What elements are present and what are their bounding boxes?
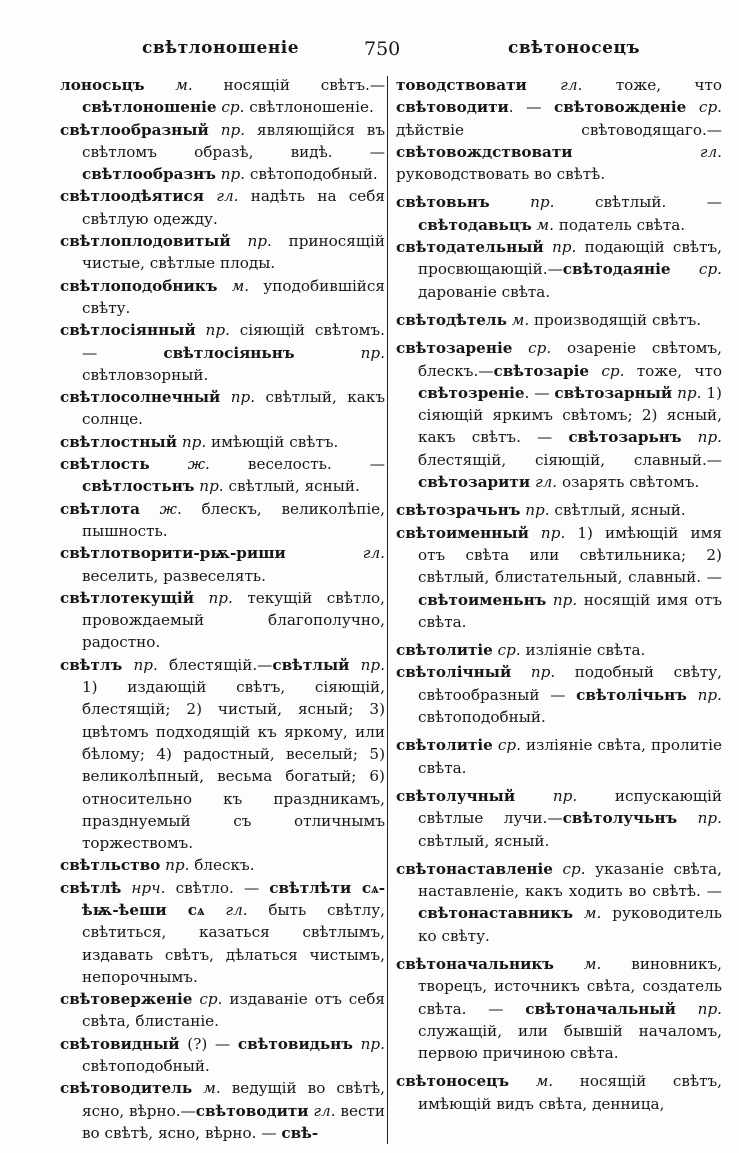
headword: свѣтлѣ: [60, 878, 122, 897]
definition-text: приносящій чистые, свѣтлые плоды.: [82, 232, 385, 273]
grammar-label: пр.: [177, 432, 207, 451]
dictionary-entry: [60, 587, 385, 654]
grammar-label: пр.: [230, 232, 272, 251]
headword: свѣтлосіянный: [60, 321, 196, 340]
grammar-label: м.: [506, 310, 530, 329]
headword: свѣтлообразнъ: [82, 165, 216, 184]
headword: свѣтлостьнъ: [82, 477, 195, 496]
dictionary-entry: [60, 854, 385, 876]
left-guideword: свѣтлоношеніе: [142, 38, 300, 58]
grammar-label: пр.: [546, 590, 578, 609]
headword: свѣтонаставленіе: [396, 859, 553, 878]
dictionary-entry: [60, 319, 385, 386]
dictionary-entry: [396, 858, 722, 947]
grammar-label: ср.: [216, 98, 245, 117]
headword: свѣтоименный: [396, 523, 529, 542]
headword: свѣтовидьнъ: [237, 1034, 353, 1053]
headword: свѣтлосіяньнъ: [163, 343, 295, 362]
page-number: 750: [364, 38, 401, 60]
definition-text: блескъ.: [189, 856, 255, 875]
headword: свѣтлоплодовитый: [60, 232, 231, 251]
headword: свѣтлостный: [60, 432, 177, 451]
headword: свѣтозарьнъ: [568, 428, 682, 447]
headword: свѣтлосолнечный: [60, 388, 221, 407]
dictionary-entry: [396, 661, 722, 728]
grammar-label: гл.: [530, 473, 558, 492]
grammar-label: пр.: [489, 193, 555, 212]
headword: свѣтоводити: [396, 98, 509, 117]
dictionary-entry: [60, 386, 385, 431]
grammar-label: пр.: [672, 383, 702, 402]
definition-text: дарованіе свѣта.: [418, 282, 551, 301]
headword: свѣтлоподобникъ: [60, 276, 218, 295]
headword: свѣтлѣти сѧ-ѣѭ-ѣеши сѧ: [82, 878, 385, 919]
headword: свѣтлъ: [60, 655, 123, 674]
definition-text: испускающій свѣтлые лучи.—: [418, 786, 722, 828]
dictionary-entry: [396, 953, 722, 1064]
grammar-label: гл.: [572, 142, 722, 161]
right-column: [396, 74, 722, 1146]
grammar-label: ср.: [686, 98, 722, 117]
grammar-label: гл.: [285, 544, 385, 563]
definition-text: озарять свѣтомъ.: [557, 473, 700, 492]
headword: свѣтозаріе: [493, 361, 590, 380]
definition-text: вести во свѣтѣ, ясно, вѣрно. —: [82, 1101, 385, 1142]
dictionary-entry: [396, 191, 722, 236]
headword: свѣтоверженіе: [60, 990, 193, 1009]
definition-text: веселость. —: [209, 455, 385, 474]
dictionary-entry: [60, 988, 385, 1033]
dictionary-entry: [396, 639, 722, 661]
dictionary-entry: [396, 522, 722, 633]
dictionary-entry: [60, 275, 385, 320]
definition-text: производящій свѣтъ.: [529, 310, 702, 329]
dictionary-entry: [396, 734, 722, 779]
headword: свѣтлый: [272, 655, 350, 674]
dictionary-entry: [60, 431, 385, 453]
dictionary-entry: [396, 785, 722, 852]
headword: свѣтолічный: [396, 663, 512, 682]
grammar-label: м.: [531, 215, 554, 234]
page-header: [0, 0, 739, 70]
grammar-label: пр.: [520, 501, 550, 520]
grammar-label: м.: [573, 904, 602, 923]
grammar-label: пр.: [160, 856, 190, 875]
column-divider: [387, 76, 388, 1144]
definition-text: надѣть на себя свѣтлую одежду.: [82, 187, 385, 228]
grammar-label: гл.: [526, 76, 583, 94]
grammar-label: пр.: [122, 655, 158, 674]
dictionary-entry: [60, 453, 385, 498]
dictionary-entry: [60, 654, 385, 855]
headword: свѣтонаставникъ: [418, 904, 574, 923]
definition-text: блестящій, сіяющій, славный.—: [418, 450, 722, 469]
definition-text: свѣтловзорный.: [82, 365, 209, 384]
definition-text: свѣтлоношеніе.: [244, 98, 374, 117]
grammar-label: ср.: [492, 641, 521, 660]
definition-text: текущій свѣтло, провождаемый благополучно, радостно.: [82, 588, 385, 652]
dictionary-entry: [396, 337, 722, 493]
definition-text: . —: [524, 383, 555, 402]
dictionary-entry: [396, 74, 722, 185]
grammar-label: ср.: [589, 361, 625, 380]
grammar-label: ср.: [512, 339, 552, 358]
dictionary-entry: [60, 498, 385, 543]
right-guideword: свѣтоносецъ: [508, 38, 641, 58]
headword: свѣтолічьнъ: [576, 685, 687, 704]
grammar-label: пр.: [352, 1034, 385, 1053]
definition-text: руководитель ко свѣту.: [418, 904, 722, 945]
headword: товодствовати: [396, 76, 527, 94]
grammar-label: м.: [144, 76, 193, 94]
grammar-label: пр.: [515, 786, 578, 805]
dictionary-entry: [396, 1070, 722, 1115]
headword: свѣтозарити: [418, 473, 531, 492]
dictionary-entry: [60, 230, 385, 275]
headword: свѣтлота: [60, 499, 140, 518]
definition-text: свѣтоподобный.: [82, 1057, 210, 1076]
definition-text: дѣйствіе свѣтоводящаго.—: [396, 120, 722, 139]
grammar-label: пр.: [677, 809, 722, 828]
definition-text: блескъ, великолѣпіе, пышность.: [82, 499, 385, 540]
headword: свѣтовождствовати: [396, 142, 573, 161]
headword: свѣтодаяніе: [562, 260, 671, 279]
dictionary-entry: [396, 309, 722, 331]
definition-text: подобный свѣту, свѣтообразный —: [418, 663, 722, 704]
definition-text: руководствовать во свѣтѣ.: [396, 165, 606, 184]
definition-text: 1) имѣющій имя отъ свѣта или свѣтильника; 2) свѣтлый, блистательный, славный. —: [418, 523, 722, 587]
grammar-label: пр.: [686, 685, 722, 704]
grammar-label: пр.: [215, 165, 246, 184]
headword: свѣтолитіе: [396, 736, 493, 755]
grammar-label: пр.: [543, 238, 577, 257]
grammar-label: пр.: [220, 388, 256, 407]
headword: свѣтолучный: [396, 786, 516, 805]
grammar-label: ж.: [149, 455, 210, 474]
grammar-label: ср.: [670, 260, 722, 279]
definition-text: свѣтлый, какъ солнце.: [82, 388, 385, 429]
headword: свѣтоименьнъ: [418, 590, 547, 609]
dictionary-entry: [60, 877, 385, 988]
grammar-label: нрч.: [121, 878, 166, 897]
headword: свѣтлоодѣятися: [60, 187, 205, 206]
definition-text: податель свѣта.: [553, 215, 686, 234]
grammar-label: пр.: [195, 321, 230, 340]
grammar-label: ж.: [139, 499, 182, 518]
definition-text: озареніе свѣтомъ, блескъ.—: [418, 339, 722, 380]
headword: свѣтоводити: [195, 1101, 309, 1120]
definition-text: веселить, развеселять.: [82, 566, 266, 585]
grammar-label: м.: [553, 954, 602, 973]
dictionary-entry: [396, 499, 722, 521]
definition-text: (?) —: [179, 1034, 238, 1053]
definition-text: свѣтло. —: [165, 878, 270, 897]
headword: свѣтодательный: [396, 238, 544, 257]
definition-text: . —: [508, 98, 554, 117]
grammar-label: пр.: [681, 428, 722, 447]
headword: свѣтльство: [60, 856, 161, 875]
headword: свѣтовидный: [60, 1034, 180, 1053]
grammar-label: пр.: [511, 663, 556, 682]
definition-text: блестящій.—: [157, 655, 273, 674]
dictionary-entry: [60, 1033, 385, 1078]
dictionary-entry: [396, 236, 722, 303]
definition-text: носящій имя отъ свѣта.: [418, 590, 722, 631]
headword: свѣтозарный: [554, 383, 673, 402]
dictionary-entry: [60, 119, 385, 186]
grammar-label: пр.: [528, 523, 566, 542]
dictionary-entry: [60, 542, 385, 587]
definition-text: свѣтоподобный.: [418, 708, 546, 727]
grammar-label: м.: [509, 1072, 554, 1091]
grammar-label: пр.: [193, 588, 233, 607]
headword: свѣтлость: [60, 455, 150, 474]
definition-text: являющійся въ свѣтломъ образѣ, видѣ. —: [82, 120, 385, 161]
headword: свѣтодѣтель: [396, 310, 507, 329]
definition-text: 1) издающій свѣтъ, сіяющій, блестящій; 2) чистый, ясный; 3) цвѣтомъ подходящій къ яркому, или бѣлому; 4) радостный, веселый; 5) великолѣпный, весьма богатый; 6) относительно къ праздникамъ, празднуемый съ отличнымъ торжествомъ.: [82, 678, 385, 853]
headword: свѣтоначальный: [525, 999, 676, 1018]
headword: свѣтолитіе: [396, 641, 493, 660]
grammar-label: ср.: [492, 736, 521, 755]
headword: лоносьцъ: [60, 76, 145, 94]
headword: свѣтлообразный: [60, 120, 209, 139]
headword: свѣтлотекущій: [60, 588, 194, 607]
definition-text: изліяніе свѣта.: [520, 641, 646, 660]
definition-text: уподобившійся свѣту.: [82, 276, 385, 317]
grammar-label: пр.: [675, 999, 722, 1018]
headword: свѣтовожденіе: [553, 98, 687, 117]
headword: свѣтозреніе: [418, 383, 525, 402]
grammar-label: пр.: [194, 477, 224, 496]
definition-text: свѣтлый, ясный.: [223, 477, 360, 496]
headword: свѣтоводитель: [60, 1079, 193, 1098]
headword: свѣтозрачьнъ: [396, 501, 521, 520]
dictionary-entry: [60, 185, 385, 230]
headword: свѣтолучьнъ: [562, 809, 678, 828]
definition-text: сіяющій свѣтомъ. —: [82, 321, 385, 362]
definition-text: быть свѣтлу, свѣтиться, казаться свѣтлымъ, издавать свѣтъ, дѣлаться чистымъ, непорочнымъ.: [82, 900, 385, 986]
headword: свѣтовьнъ: [396, 193, 490, 212]
definition-text: изліяніе свѣта, пролитіе свѣта.: [418, 736, 722, 777]
definition-text: издаваніе отъ себя свѣта, блистаніе.: [82, 990, 385, 1031]
dictionary-entry: [60, 1077, 385, 1144]
left-column: [60, 74, 385, 1146]
grammar-label: ср.: [192, 990, 223, 1009]
definition-text: служащій, или бывшій началомъ, первою причиною свѣта.: [418, 1021, 722, 1063]
grammar-label: гл.: [204, 187, 239, 206]
grammar-label: м.: [217, 276, 250, 295]
headword: свѣтозареніе: [396, 339, 513, 358]
grammar-label: гл.: [204, 900, 248, 919]
definition-text: свѣтлый, ясный.: [418, 831, 550, 850]
definition-text: ведущій во свѣтѣ, ясно, вѣрно.—: [82, 1079, 385, 1120]
grammar-label: пр.: [208, 120, 246, 139]
headword: свѣтлоношеніе: [82, 98, 217, 117]
definition-text: указаніе свѣта, наставленіе, какъ ходить во свѣтѣ. —: [418, 859, 722, 901]
grammar-label: ср.: [552, 859, 586, 878]
grammar-label: гл.: [308, 1101, 336, 1120]
grammar-label: пр.: [294, 343, 385, 362]
grammar-label: м.: [192, 1079, 221, 1098]
definition-text: свѣтоподобный.: [245, 165, 378, 184]
definition-text: свѣтлый. —: [554, 193, 722, 212]
definition-text: виновникъ, творецъ, источникъ свѣта, создатель свѣта. —: [418, 954, 722, 1018]
dictionary-entry: [60, 74, 385, 119]
definition-text: свѣтлый, ясный.: [549, 501, 686, 520]
headword: свѣ-: [281, 1123, 319, 1142]
headword: свѣтодавьцъ: [418, 215, 532, 234]
definition-text: имѣющій свѣтъ.: [206, 432, 339, 451]
headword: свѣтоносецъ: [396, 1072, 510, 1091]
definition-text: тоже, что: [582, 76, 722, 94]
headword: свѣтоначальникъ: [396, 954, 554, 973]
definition-text: подающій свѣтъ, просвющающій.—: [418, 238, 722, 279]
grammar-label: пр.: [349, 655, 385, 674]
definition-text: 1) сіяющій яркимъ свѣтомъ; 2) ясный, какъ свѣтъ. —: [418, 383, 722, 447]
headword: свѣтлотворити-рѭ-риши: [60, 544, 286, 563]
definition-text: тоже, что: [624, 361, 722, 380]
definition-text: носящій свѣтъ, имѣющій видъ свѣта, денница,: [418, 1072, 722, 1113]
definition-text: носящій свѣтъ.—: [192, 76, 385, 94]
